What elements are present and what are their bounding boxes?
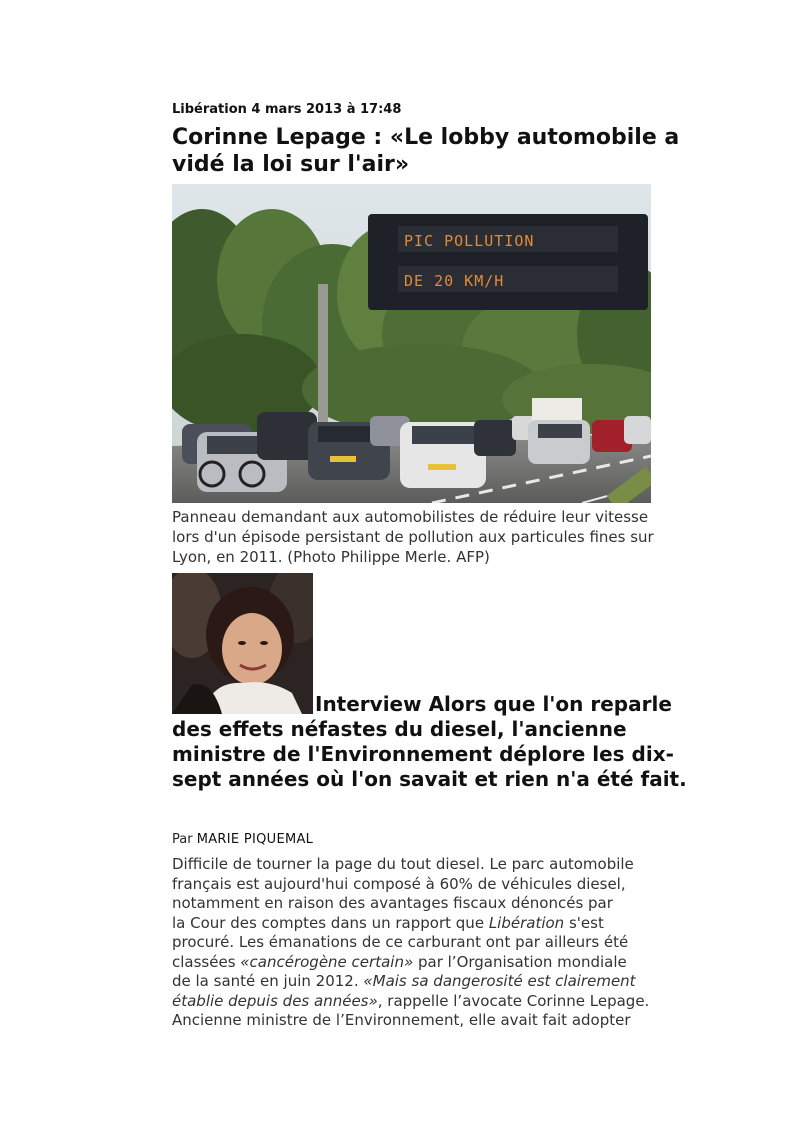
body-line xyxy=(172,972,692,992)
headline-line-2: vidé la loi sur l'air» xyxy=(172,152,410,177)
article-body xyxy=(172,855,692,1031)
body-line: français est aujourd'hui composé à 60% de véhicules diesel, xyxy=(172,874,626,893)
byline-author: MARIE PIQUEMAL xyxy=(196,832,314,847)
body-line xyxy=(172,992,692,1012)
body-line xyxy=(172,953,692,973)
body-line: Ancienne ministre de l’Environnement, elle avait fait adopter xyxy=(172,1011,631,1029)
lede: Interview Alors que l'on reparle des effets néfastes du diesel, l'ancienne ministre de l'Environnement déplore les dix-sept années où l'on savait et rien n'a été fait. xyxy=(172,692,687,791)
body-text: la Cour des comptes dans un rapport que xyxy=(172,913,489,932)
quote: «cancérogène certain» xyxy=(240,952,414,971)
main-photo xyxy=(172,184,651,503)
body-text: de la santé en juin 2012. xyxy=(172,972,364,990)
quote: établie depuis des années» xyxy=(172,991,378,1010)
sign-text-2: DE 20 KM/H xyxy=(404,272,505,290)
body-line: Difficile de tourner la page du tout diesel. Le parc automobile xyxy=(172,855,634,873)
body-line: notamment en raison des avantages fiscaux dénoncés par xyxy=(172,894,613,912)
byline xyxy=(172,832,313,847)
body-text: s'est xyxy=(564,913,604,932)
body-text: classées xyxy=(172,952,241,971)
quote: «Mais sa dangerosité est clairement xyxy=(363,972,636,990)
photo-caption xyxy=(172,507,702,567)
dateline: Libération 4 mars 2013 à 17:48 xyxy=(172,102,402,117)
body-text: par l’Organisation mondiale xyxy=(413,952,627,971)
publication-name: Libération xyxy=(488,913,565,932)
headline xyxy=(172,124,692,178)
body-line xyxy=(172,914,692,934)
headline-line-1: Corinne Lepage : «Le lobby automobile a xyxy=(172,125,680,150)
body-text: , rappelle l’avocate Corinne Lepage. xyxy=(377,991,650,1010)
caption-line-2: lors d'un épisode persistant de pollution aux particules fines sur xyxy=(172,528,654,546)
caption-line-3: Lyon, en 2011. (Photo Philippe Merle. AFP) xyxy=(172,548,490,566)
byline-prefix: Par xyxy=(172,832,193,847)
body-line: procuré. Les émanations de ce carburant ont par ailleurs été xyxy=(172,933,629,951)
caption-line-1: Panneau demandant aux automobilistes de réduire leur vitesse xyxy=(172,508,649,526)
sign-text-1: PIC POLLUTION xyxy=(404,232,535,250)
